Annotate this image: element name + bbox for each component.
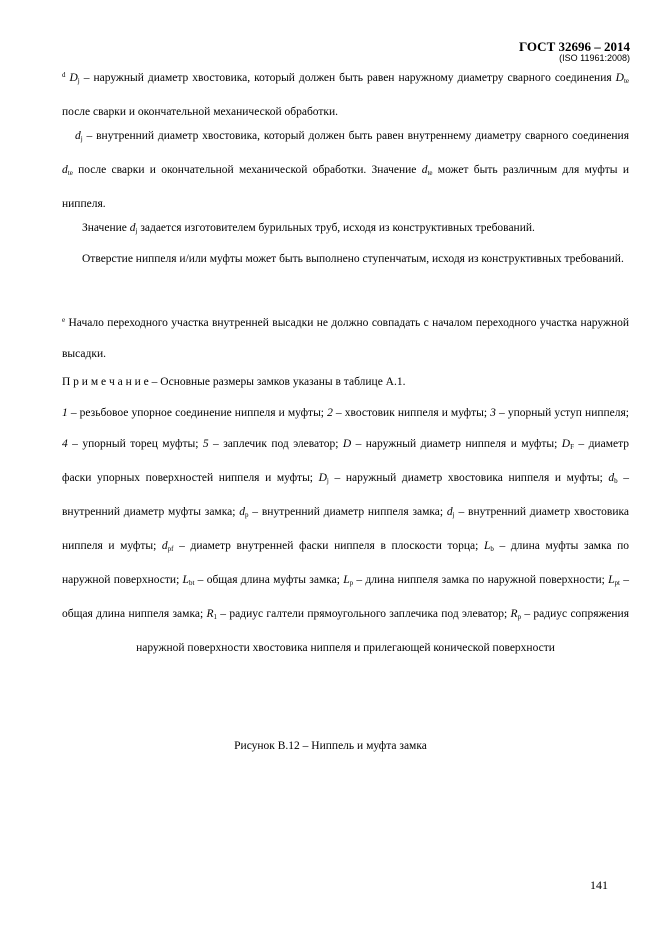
symbol: d xyxy=(161,540,168,552)
symbol-subscript: pf xyxy=(167,545,174,553)
symbol-subscript: j xyxy=(80,135,83,143)
legend-text: – упорный торец муфты; xyxy=(67,438,203,450)
footnote-text: – наружный диаметр хвостовика, который должен быть равен наружному диаметру сварного соединения xyxy=(79,72,616,84)
symbol: R xyxy=(510,608,518,620)
symbol: L xyxy=(608,574,615,586)
legend-number: 3 xyxy=(490,407,496,419)
paragraph-value-dj xyxy=(62,213,629,247)
symbol-subscript: j xyxy=(452,511,455,519)
standard-number: ГОСТ 32696 – 2014 xyxy=(518,39,630,54)
footnote-text: Начало переходного участка внутренней высадки не должно совпадать с началом переходного участка наружной высадки. xyxy=(62,317,629,360)
legend-text: – упорный уступ ниппеля; xyxy=(495,407,629,419)
legend-number: 1 xyxy=(62,407,68,419)
legend-text: – наружный диаметр ниппеля и муфты; xyxy=(351,438,562,450)
symbol: d xyxy=(62,164,68,176)
legend-text: – радиус сопряжения наружной поверхности хвостовика ниппеля и прилегающей конической поверхности xyxy=(136,608,629,654)
paragraph-text: после сварки и окончательной механической обработки. Значение xyxy=(72,164,422,176)
symbol-subscript: p xyxy=(349,579,354,587)
symbol: D xyxy=(318,472,327,484)
symbol-subscript: F xyxy=(570,443,574,451)
symbol: D xyxy=(615,72,624,84)
paragraph-inner-diameter xyxy=(62,121,629,220)
symbol-subscript: te xyxy=(427,169,433,177)
symbol-subscript: 1 xyxy=(213,613,217,621)
footnote-marker-d: d xyxy=(62,71,66,79)
legend-number: 2 xyxy=(327,407,333,419)
symbol: d xyxy=(129,222,136,234)
symbol-subscript: j xyxy=(135,227,138,235)
legend-text: – общая длина муфты замка; xyxy=(194,574,344,586)
symbol-subscript: te xyxy=(67,169,73,177)
figure-caption: Рисунок В.12 – Ниппель и муфта замка xyxy=(234,740,427,752)
symbol: d xyxy=(75,130,81,142)
symbol: d xyxy=(608,472,615,484)
legend-text: – радиус галтели прямоугольного заплечика под элеватор; xyxy=(217,608,511,620)
footnote-d xyxy=(62,60,629,128)
symbol-subscript: bt xyxy=(188,579,195,587)
legend-text: – резьбовое упорное соединение ниппеля и муфты; xyxy=(67,407,328,419)
legend-text: – длина ниппеля замка по наружной поверхности; xyxy=(353,574,609,586)
symbol-subscript: b xyxy=(614,477,618,485)
figure-legend xyxy=(62,398,629,664)
legend-text: – хвостовик ниппеля и муфты; xyxy=(332,407,491,419)
symbol-subscript: pt xyxy=(614,579,620,587)
symbol: L xyxy=(483,540,491,552)
legend-text: – внутренний диаметр муфты замка; xyxy=(62,472,630,518)
footnote-e xyxy=(62,305,629,370)
symbol: d xyxy=(446,506,453,518)
symbol-subscript: j xyxy=(326,477,329,485)
iso-reference: (ISO 11961:2008) xyxy=(559,52,630,63)
note xyxy=(62,367,629,398)
legend-text: – внутренний диаметр хвостовика ниппеля и муфты; xyxy=(62,506,629,552)
legend-text: – заплечик под элеватор; xyxy=(208,438,343,450)
legend-text: – внутренний диаметр ниппеля замка; xyxy=(248,506,447,518)
paragraph-stepped-hole: Отверстие ниппеля и/или муфты может быть выполнено ступенчатым, исходя из конструктивных требований. xyxy=(82,253,624,265)
legend-text: – общая длина ниппеля замка; xyxy=(62,574,629,620)
page-number: 141 xyxy=(590,878,608,892)
paragraph-text: задается изготовителем бурильных труб, исходя из конструктивных требований. xyxy=(137,222,535,234)
paragraph-text: может быть различным для муфты и ниппеля. xyxy=(62,164,629,210)
legend-text: – длина муфты замка по наружной поверхности; xyxy=(62,540,629,586)
symbol: d xyxy=(421,164,428,176)
legend-text: – наружный диаметр хвостовика ниппеля и муфты; xyxy=(328,472,609,484)
symbol: L xyxy=(343,574,350,586)
footnote-marker-e: e xyxy=(62,316,66,324)
symbol-subscript: te xyxy=(623,77,629,85)
note-text: – Основные размеры замков указаны в таблице А.1. xyxy=(148,376,406,388)
symbol-subscript: p xyxy=(517,613,522,621)
footnote-text: после сварки и окончательной механической обработки. xyxy=(62,106,339,118)
paragraph-text: Значение xyxy=(82,222,130,234)
symbol-subscript: p xyxy=(244,511,249,519)
note-label: П р и м е ч а н и е xyxy=(62,376,149,388)
symbol: D xyxy=(342,438,352,450)
symbol: d xyxy=(239,506,245,518)
symbol: L xyxy=(182,574,189,586)
symbol: D xyxy=(561,438,571,450)
legend-number: 5 xyxy=(202,438,209,450)
legend-text: – диаметр внутренней фаски ниппеля в плоскости торца; xyxy=(173,540,484,552)
paragraph-text: – внутренний диаметр хвостовика, который должен быть равен внутреннему диаметру сварного соединения xyxy=(82,130,629,142)
legend-number: 4 xyxy=(62,438,68,450)
symbol: R xyxy=(206,608,214,620)
symbol-subscript: j xyxy=(77,77,80,85)
legend-text: – диаметр фаски упорных поверхностей ниппеля и муфты; xyxy=(62,438,629,484)
symbol: D xyxy=(69,72,78,84)
symbol-subscript: b xyxy=(490,545,494,553)
